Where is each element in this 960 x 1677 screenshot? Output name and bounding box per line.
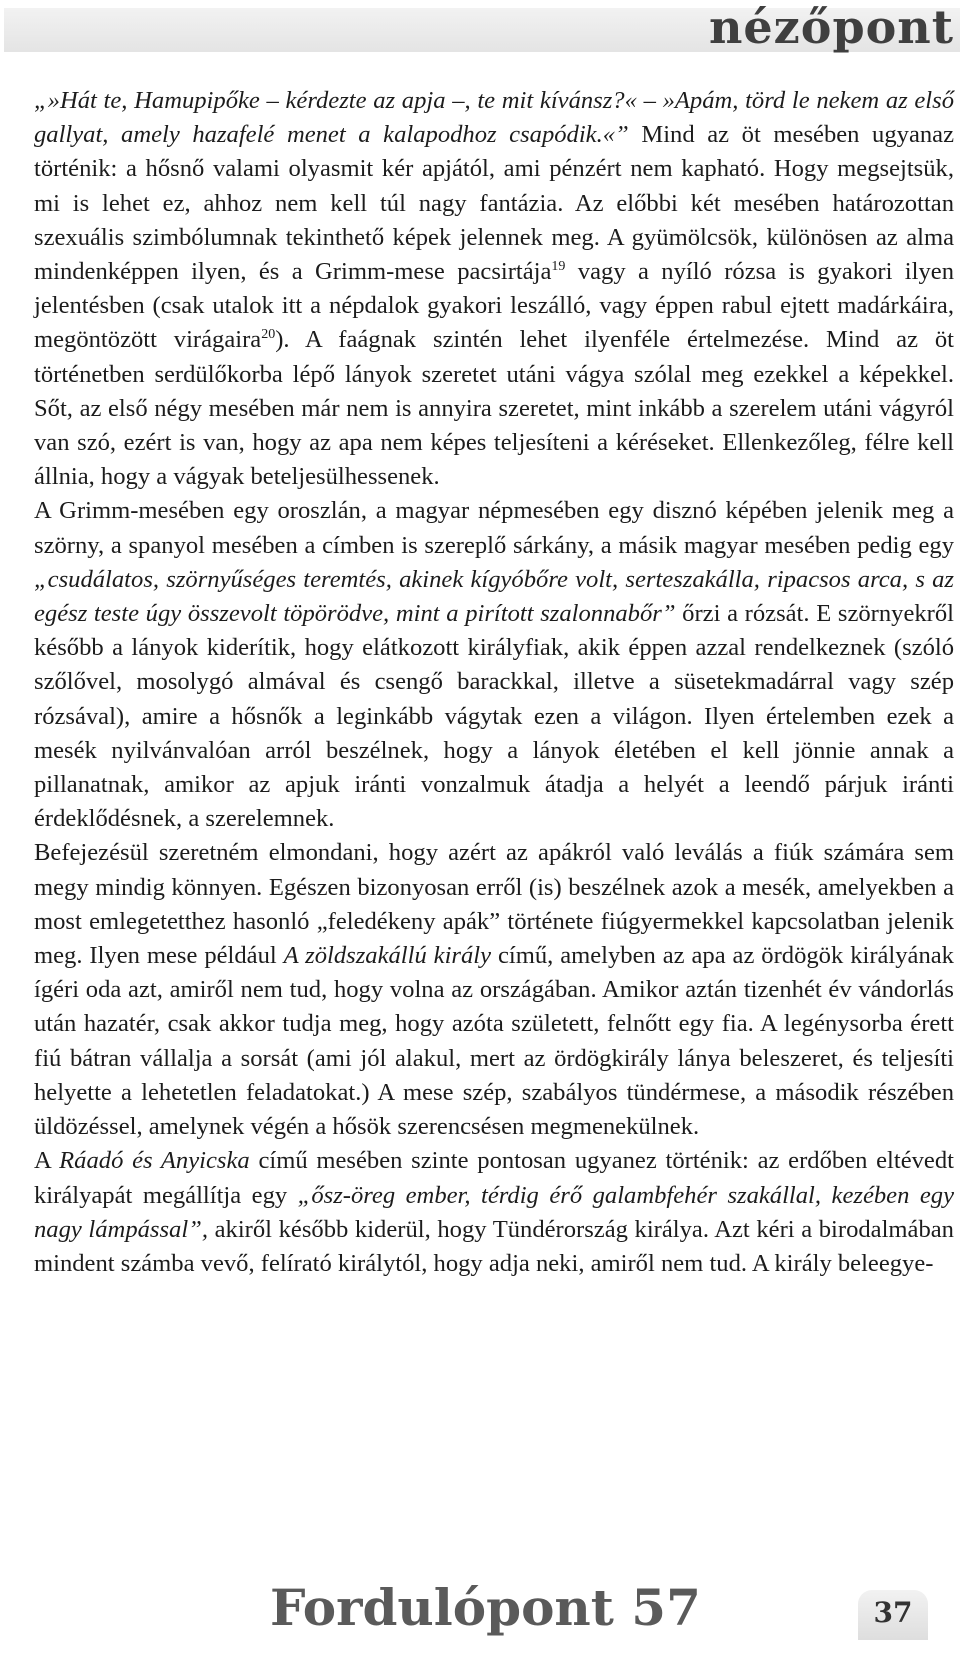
paragraph [34, 84, 954, 494]
magazine-title: Fordulópont 57 [270, 1578, 701, 1637]
text-run: Befejezésül szeretném elmondani, hogy azért az apákról való leválás a fiúk számára sem megy mindig könnyen. Egészen bizonyosan erről (is) beszélnek azok a mesék, amelyekben a most emlegetetthez hasonló „feledékeny apák” története fiúgyermekkel kapcsolatban jelenik meg. Ilyen mese például [34, 839, 954, 970]
footnote-ref: 20 [261, 327, 276, 343]
page-number-badge [858, 1590, 928, 1640]
footnote-ref: 19 [551, 259, 566, 275]
paragraph [34, 836, 954, 1144]
section-header [4, 0, 960, 54]
paragraph [34, 494, 954, 836]
text-run: akiről később kiderül, hogy Tündérország királya. Azt kéri a birodalmában mindent számba vevő, felírató királytól, hogy adja neki, amiről nem tud. A király beleegye- [34, 1215, 954, 1277]
paragraph [34, 1144, 954, 1281]
text-run: ). A faágnak szintén lehet ilyenféle értelmezése. Mind az öt történetben serdülőkorba lépő lányok szeretet utáni vágya szólal meg ezekkel a képekkel. Sőt, az első négy mesében már nem is annyira szeretet, mint inkább a szerelem utáni vágyról van szó, ezért is van, hogy az apa nem képes teljesíteni a kéréseket. Ellenkezőleg, félre kell állnia, hogy a vágyak beteljesülhessenek. [34, 326, 954, 491]
text-run: A Grimm-mesében egy oroszlán, a magyar népmesében egy disznó képében jelenik meg a szörny, a spanyol mesében a címben is szereplő sárkány, a másik magyar mesében pedig egy [34, 497, 954, 559]
italic-text: „ősz-öreg ember, térdig érő galambfehér szakállal, kezében egy nagy lámpással”, [34, 1181, 954, 1243]
article-body [34, 84, 954, 1281]
text-run: vagy a nyíló rózsa is gyakori ilyen jelentésben (csak utalok itt a népdalok gyakori leszálló, vagy éppen rabul ejtett madárkáira, megöntözött virágaira [34, 258, 954, 354]
section-title: nézőpont [708, 0, 954, 54]
text-run: című mesében szinte pontosan ugyanez történik: az erdőben eltévedt királyapát megállítja egy [34, 1147, 954, 1209]
text-run: őrzi a rózsát. E szörnyekről később a lányok kiderítik, hogy elátkozott királyfiak, akik éppen azzal rendelkeznek (szóló szőlővel, mosolygó almával és csengő barackkal, illetve a süsetekmadárral vagy szép rózsával), amire a hősnők a leginkább vágytak ezen a világon. Ilyen értelemben ezek a mesék nyilvánvalóan arról beszélnek, hogy a lányok életében el kell jönnie annak a pillanatnak, amikor az apjuk iránti vonzalmuk átadja a helyét a leendő párjuk iránti érdeklődésnek, a szerelemnek. [34, 600, 954, 833]
italic-text: A zöldszakállú király [283, 942, 492, 970]
italic-text: Ráadó és Anyicska [59, 1147, 250, 1175]
text-run: A [34, 1147, 60, 1175]
text-run: című, amelyben az apa az ördögök királyának ígéri oda azt, amiről nem tud, hogy volna az országában. Amikor aztán tizenhét év vándorlás után hazatér, csak akkor tudja meg, hogy azóta született, felnőtt egy fia. A legénysorba érett fiú bátran vállalja a sorsát (ami jól alakul, mert az ördögkirály lánya beleszeret, és teljesíti helyette a lehetetlen feladatokat.) A mese szép, szabályos tündérmese, a második részében üldözéssel, amelynek végén a hősök szerencsésen megmenekülnek. [34, 942, 954, 1141]
text-run: Mind az öt mesében ugyanaz történik: a hősnő valami olyasmit kér apjától, ami pénzért nem kapható. Hogy megsejtsük, mi is lehet ez, ahhoz nem kell túl nagy fantázia. Az előbbi két mesében határozottan szexuális szimbólumnak tekinthető képek jelennek meg. A gyümölcsök, különösen az alma mindenképpen ilyen, és a Grimm-mese pacsirtája [34, 121, 954, 286]
italic-text: „»Hát te, Hamupipőke – kérdezte az apja –, te mit kívánsz?« – »Apám, törd le nekem az első gallyat, amely hazafelé menet a kalapodhoz csapódik.«” [34, 87, 954, 149]
page-number: 37 [873, 1596, 913, 1629]
italic-text: „csudálatos, szörnyűséges teremtés, akinek kígyóbőre volt, serteszakálla, ripacsos arca, s az egész teste úgy összevolt töpörödve, mint a pirított szalonnabőr” [34, 565, 954, 628]
